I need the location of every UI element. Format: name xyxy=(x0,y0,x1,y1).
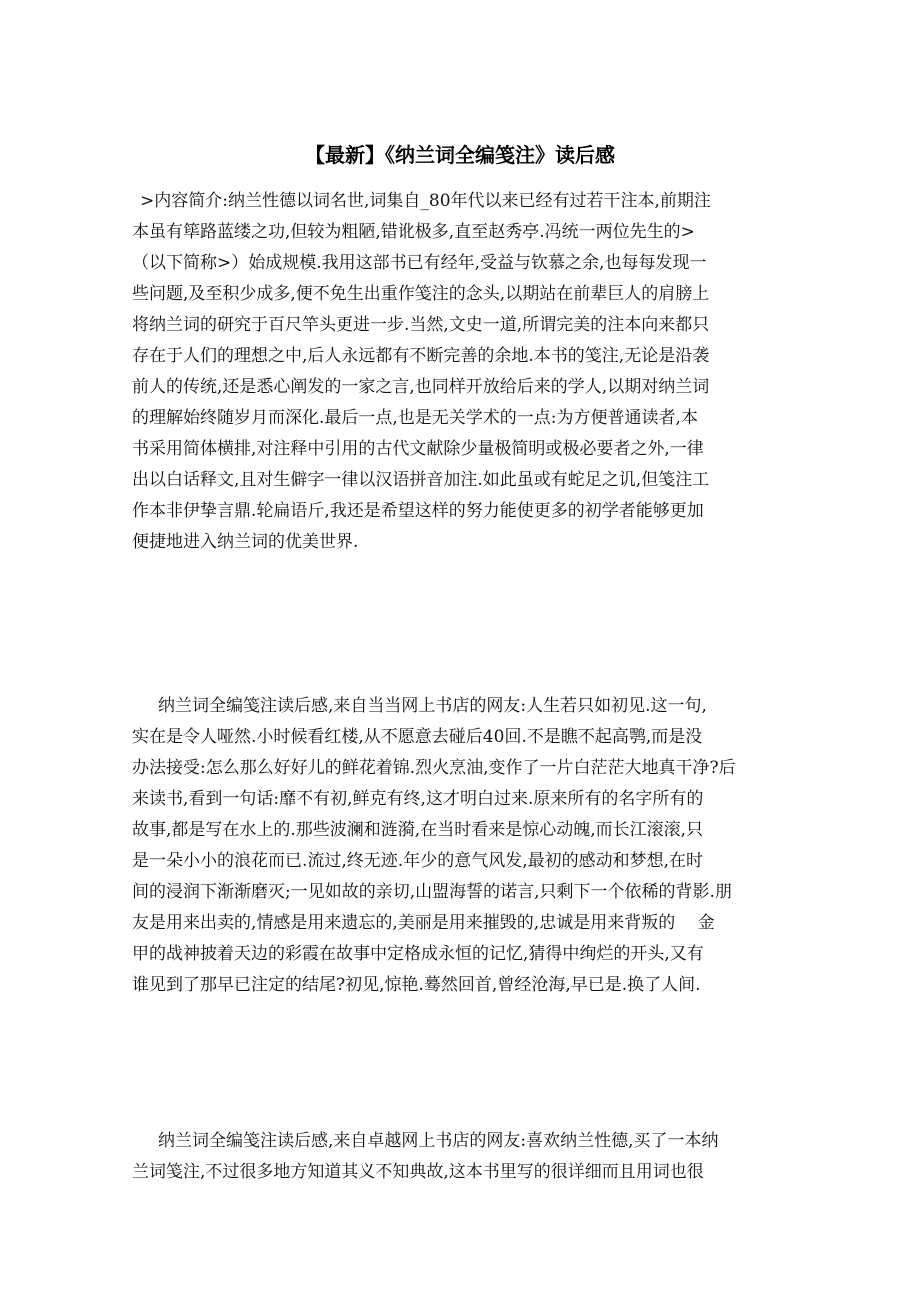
text-line: 间的浸润下渐渐磨灭;一见如故的亲切,山盟海誓的诺言,只剩下一个依稀的背影.朋 xyxy=(132,882,732,902)
text-line: 将纳兰词的研究于百尺竿头更进一步.当然,文史一道,所谓完美的注本向来都只 xyxy=(132,315,710,335)
text-line: 的理解始终随岁月而深化.最后一点,也是无关学术的一点:为方便普通读者,本 xyxy=(132,408,698,428)
text-line: 纳兰词全编笺注读后感,来自卓越网上书店的网友:喜欢纳兰性德,买了一本纳 xyxy=(158,1131,719,1151)
text-line: 出以白话释文,且对生僻字一律以汉语拼音加注.如此虽或有蛇足之讥,但笺注工 xyxy=(132,470,710,490)
text-line: 作本非伊挚言鼎.轮扁语斤,我还是希望这样的努力能使更多的初学者能够更加 xyxy=(132,501,704,521)
text-line: 纳兰词全编笺注读后感,来自当当网上书店的网友:人生若只如初见.这一句, xyxy=(158,696,707,716)
document-title: 【最新】《纳兰词全编笺注》读后感 xyxy=(305,143,615,167)
text-line: 来读书,看到一句话:靡不有初,鲜克有终,这才明白过来.原来所有的名字所有的 xyxy=(132,789,704,809)
text-line: 是一朵小小的浪花而已.流过,终无迹.年少的意气风发,最初的感动和梦想,在时 xyxy=(132,851,704,871)
paragraph-review-dangdang xyxy=(132,691,736,1001)
text-line: 实在是令人哑然.小时候看红楼,从不愿意去碰后40回.不是瞧不起高鹗,而是没 xyxy=(132,727,703,747)
paragraph-intro xyxy=(132,186,711,558)
text-line: >内容简介:纳兰性德以词名世,词集自_80年代以来已经有过若干注本,前期注 xyxy=(140,191,711,211)
text-line: 本虽有筚路蓝缕之功,但较为粗陋,错讹极多,直至赵秀亭.冯统一两位先生的> xyxy=(132,222,695,242)
text-line: 故事,都是写在水上的.那些波澜和涟漪,在当时看来是惊心动魄,而长江滚滚,只 xyxy=(132,820,704,840)
text-line: 书采用简体横排,对注释中引用的古代文献除少量极简明或极必要者之外,一律 xyxy=(132,439,704,459)
text-line: 甲的战神披着天边的彩霞在故事中定格成永恒的记忆,猜得中绚烂的开头,又有 xyxy=(132,944,704,964)
text-line: 办法接受:怎么那么好好儿的鲜花着锦.烈火烹油,变作了一片白茫茫大地真干净?后 xyxy=(132,758,736,778)
text-line: 些问题,及至积少成多,便不免生出重作笺注的念头,以期站在前辈巨人的肩膀上 xyxy=(132,284,710,304)
text-line: （以下简称>）始成规模.我用这部书已有经年,受益与钦慕之余,也每每发现一 xyxy=(132,253,707,273)
text-line: 谁见到了那早已注定的结尾?初见,惊艳.蓦然回首,曾经沧海,早已是.换了人间. xyxy=(132,975,701,995)
text-line: 友是用来出卖的,情感是用来遗忘的,美丽是用来摧毁的,忠诚是用来背叛的 金 xyxy=(132,913,715,933)
paragraph-review-joyo xyxy=(132,1126,719,1188)
text-line: 前人的传统,还是悉心阐发的一家之言,也同样开放给后来的学人,以期对纳兰词 xyxy=(132,377,710,397)
text-line: 便捷地进入纳兰词的优美世界. xyxy=(132,532,359,552)
text-line: 存在于人们的理想之中,后人永远都有不断完善的余地.本书的笺注,无论是沿袭 xyxy=(132,346,710,366)
text-line: 兰词笺注,不过很多地方知道其义不知典故,这本书里写的很详细而且用词也很 xyxy=(132,1162,704,1182)
